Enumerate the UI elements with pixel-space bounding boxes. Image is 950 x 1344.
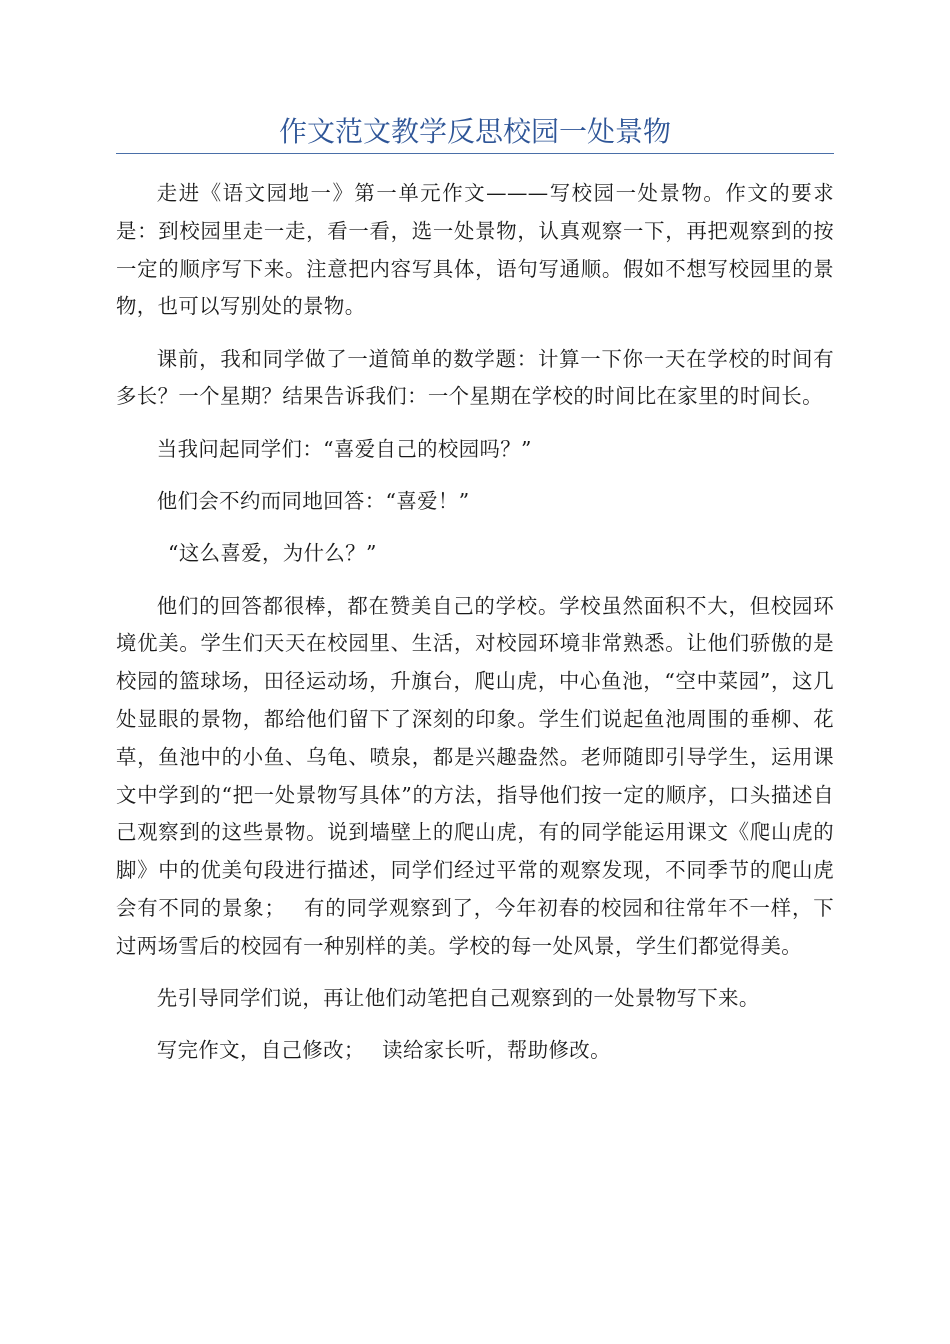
paragraph-writing-guidance: 先引导同学们说，再让他们动笔把自己观察到的一处景物写下来。 [156,986,760,1011]
paragraph-why-question: “这么喜爱，为什么？” [168,541,377,566]
document-body [116,175,834,1085]
paragraph-revision: 写完作文，自己修改； 读给家长听，帮助修改。 [156,1038,611,1063]
paragraph-intro: 走进《语文园地一》第一单元作文———写校园一处景物。作文的要求是：到校园里走一走，看一看，选一处景物，认真观察一下，再把观察到的按一定的顺序写下来。注意把内容写具体，语句写通顺。假如不想写校园里的景物，也可以写别处的景物。 [116,181,834,319]
paragraph-teacher-question: 当我问起同学们：“喜爱自己的校园吗？” [156,436,532,461]
document-title: 作文范文教学反思校园一处景物 [278,115,671,148]
paragraph-students-description: 他们的回答都很棒，都在赞美自己的学校。学校虽然面积不大，但校园环境优美。学生们天天在校园里、生活，对校园环境非常熟悉。让他们骄傲的是校园的篮球场，田径运动场，升旗台，爬山虎，中心鱼池，“空中菜园”，这几处显眼的景物，都给他们留下了深刻的印象。学生们说起鱼池周围的垂柳、花草，鱼池中的小鱼、乌龟、喷泉，都是兴趣盎然。老师随即引导学生，运用课文中学到的“把一处景物写具体”的方法，指导他们按一定的顺序，口头描述自己观察到的这些景物。说到墙壁上的爬山虎，有的同学能运用课文《爬山虎的脚》中的优美句段进行描述，同学们经过平常的观察发现，不同季节的爬山虎会有不同的景象； 有的同学观察到了，今年初春的校园和往常年不一样，下过两场雪后的校园有一种别样的美。学校的每一处风景，学生们都觉得美。 [116,593,834,958]
paragraph-math-question: 课前，我和同学做了一道简单的数学题：计算一下你一天在学校的时间有多长？一个星期？结果告诉我们：一个星期在学校的时间比在家里的时间长。 [116,346,834,409]
title-underline [116,153,834,154]
paragraph-students-answer: 他们会不约而同地回答：“喜爱！” [156,489,470,514]
